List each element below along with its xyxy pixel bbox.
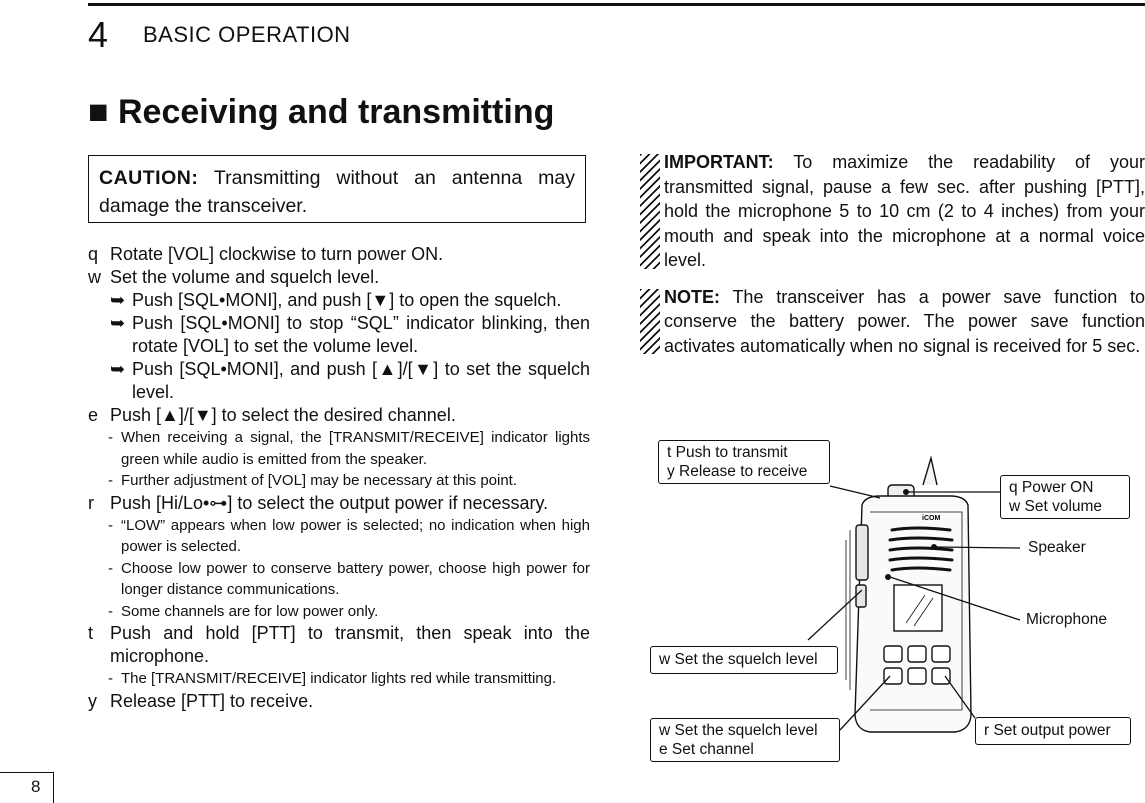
- ptt-button: [856, 525, 868, 580]
- antenna: [923, 458, 937, 485]
- sub-note: - When receiving a signal, the [TRANSMIT/RECEIVE] indicator lights green while audio is emitted from the speaker.: [108, 429, 590, 468]
- step-5: t Push and hold [PTT] to transmit, then speak into the microphone.: [88, 623, 590, 666]
- step-number: q: [88, 244, 99, 264]
- brand-logo: iCOM: [922, 515, 941, 522]
- output-callout: r Set output power: [975, 717, 1131, 745]
- step-3: e Push [▲]/[▼] to select the desired channel.: [88, 405, 456, 425]
- caution-box: [88, 155, 586, 223]
- transceiver-diagram: [640, 430, 1145, 775]
- step-number: t: [88, 623, 94, 643]
- step-number: y: [88, 690, 97, 711]
- sub-note: - Choose low power to conserve battery power, choose high power for longer distance communications.: [108, 559, 590, 598]
- step-1: q Rotate [VOL] clockwise to turn power ON.: [88, 244, 444, 264]
- step-number: r: [88, 492, 94, 513]
- squelch-callout: w Set the squelch level: [650, 646, 838, 674]
- important-note: IMPORTANT: To maximize the readability of your transmitted signal, pause a few sec. after pushing [PTT], hold the microphone 5 to 10 cm (2 to 4 inches) from your mouth and speak into the microphone at a normal voice level.: [640, 150, 1145, 273]
- arrow-bullet: ➥ Push [SQL•MONI], and push [▲]/[▼] to set the squelch level.: [110, 359, 590, 402]
- sub-note: - Further adjustment of [VOL] may be necessary at this point.: [108, 472, 518, 489]
- header-rule: [88, 3, 1145, 6]
- step-4: r Push [Hi/Lo•⊶] to select the output power if necessary.: [88, 492, 549, 513]
- caution-label: CAUTION:: [99, 167, 199, 189]
- steps-column: [88, 243, 590, 713]
- section-title: ■ Receiving and transmitting: [88, 93, 555, 131]
- note-label: NOTE:: [664, 286, 720, 307]
- hatch-marker: [640, 154, 660, 269]
- notes-column: [640, 150, 1145, 358]
- chapter-title: BASIC OPERATION: [143, 22, 351, 47]
- step-2: w Set the volume and squelch level.: [88, 267, 380, 287]
- footer-rule-vertical: [53, 772, 54, 803]
- keys-callout: w Set the squelch level e Set channel: [650, 718, 840, 762]
- caution-text: Transmitting without an antenna may damage the transceiver.: [99, 167, 575, 217]
- hatch-marker: [640, 289, 660, 355]
- microphone-label: Microphone: [1026, 611, 1107, 628]
- arrow-bullet: ➥ Push [SQL•MONI] to stop “SQL” indicator blinking, then rotate [VOL] to set the volume level.: [110, 313, 590, 356]
- arrow-icon: ➥: [110, 313, 126, 333]
- squelch-key: [856, 585, 866, 607]
- arrow-bullet: ➥ Push [SQL•MONI], and push [▼] to open the squelch.: [110, 290, 562, 310]
- important-label: IMPORTANT:: [664, 152, 774, 172]
- chapter-number: 4: [88, 14, 109, 55]
- footer-rule: [0, 772, 53, 773]
- arrow-icon: ➥: [110, 359, 126, 379]
- step-number: e: [88, 405, 99, 425]
- page-number: 8: [31, 777, 41, 796]
- arrow-icon: ➥: [110, 290, 126, 310]
- sub-note: - Some channels are for low power only.: [108, 602, 379, 620]
- power-save-note: NOTE: The transceiver has a power save function to conserve the battery power. The power save function activates automatically when no signal is received for 5 sec.: [640, 285, 1145, 359]
- power-callout: q Power ON w Set volume: [1000, 475, 1130, 519]
- sub-note: - “LOW” appears when low power is selected; no indication when high power is selected.: [108, 516, 590, 555]
- speaker-label: Speaker: [1028, 539, 1086, 556]
- step-6: y Release [PTT] to receive.: [88, 690, 314, 711]
- ptt-callout: t Push to transmit y Release to receive: [658, 440, 830, 484]
- sub-note: - The [TRANSMIT/RECEIVE] indicator lights red while transmitting.: [108, 670, 557, 687]
- step-number: w: [88, 267, 101, 287]
